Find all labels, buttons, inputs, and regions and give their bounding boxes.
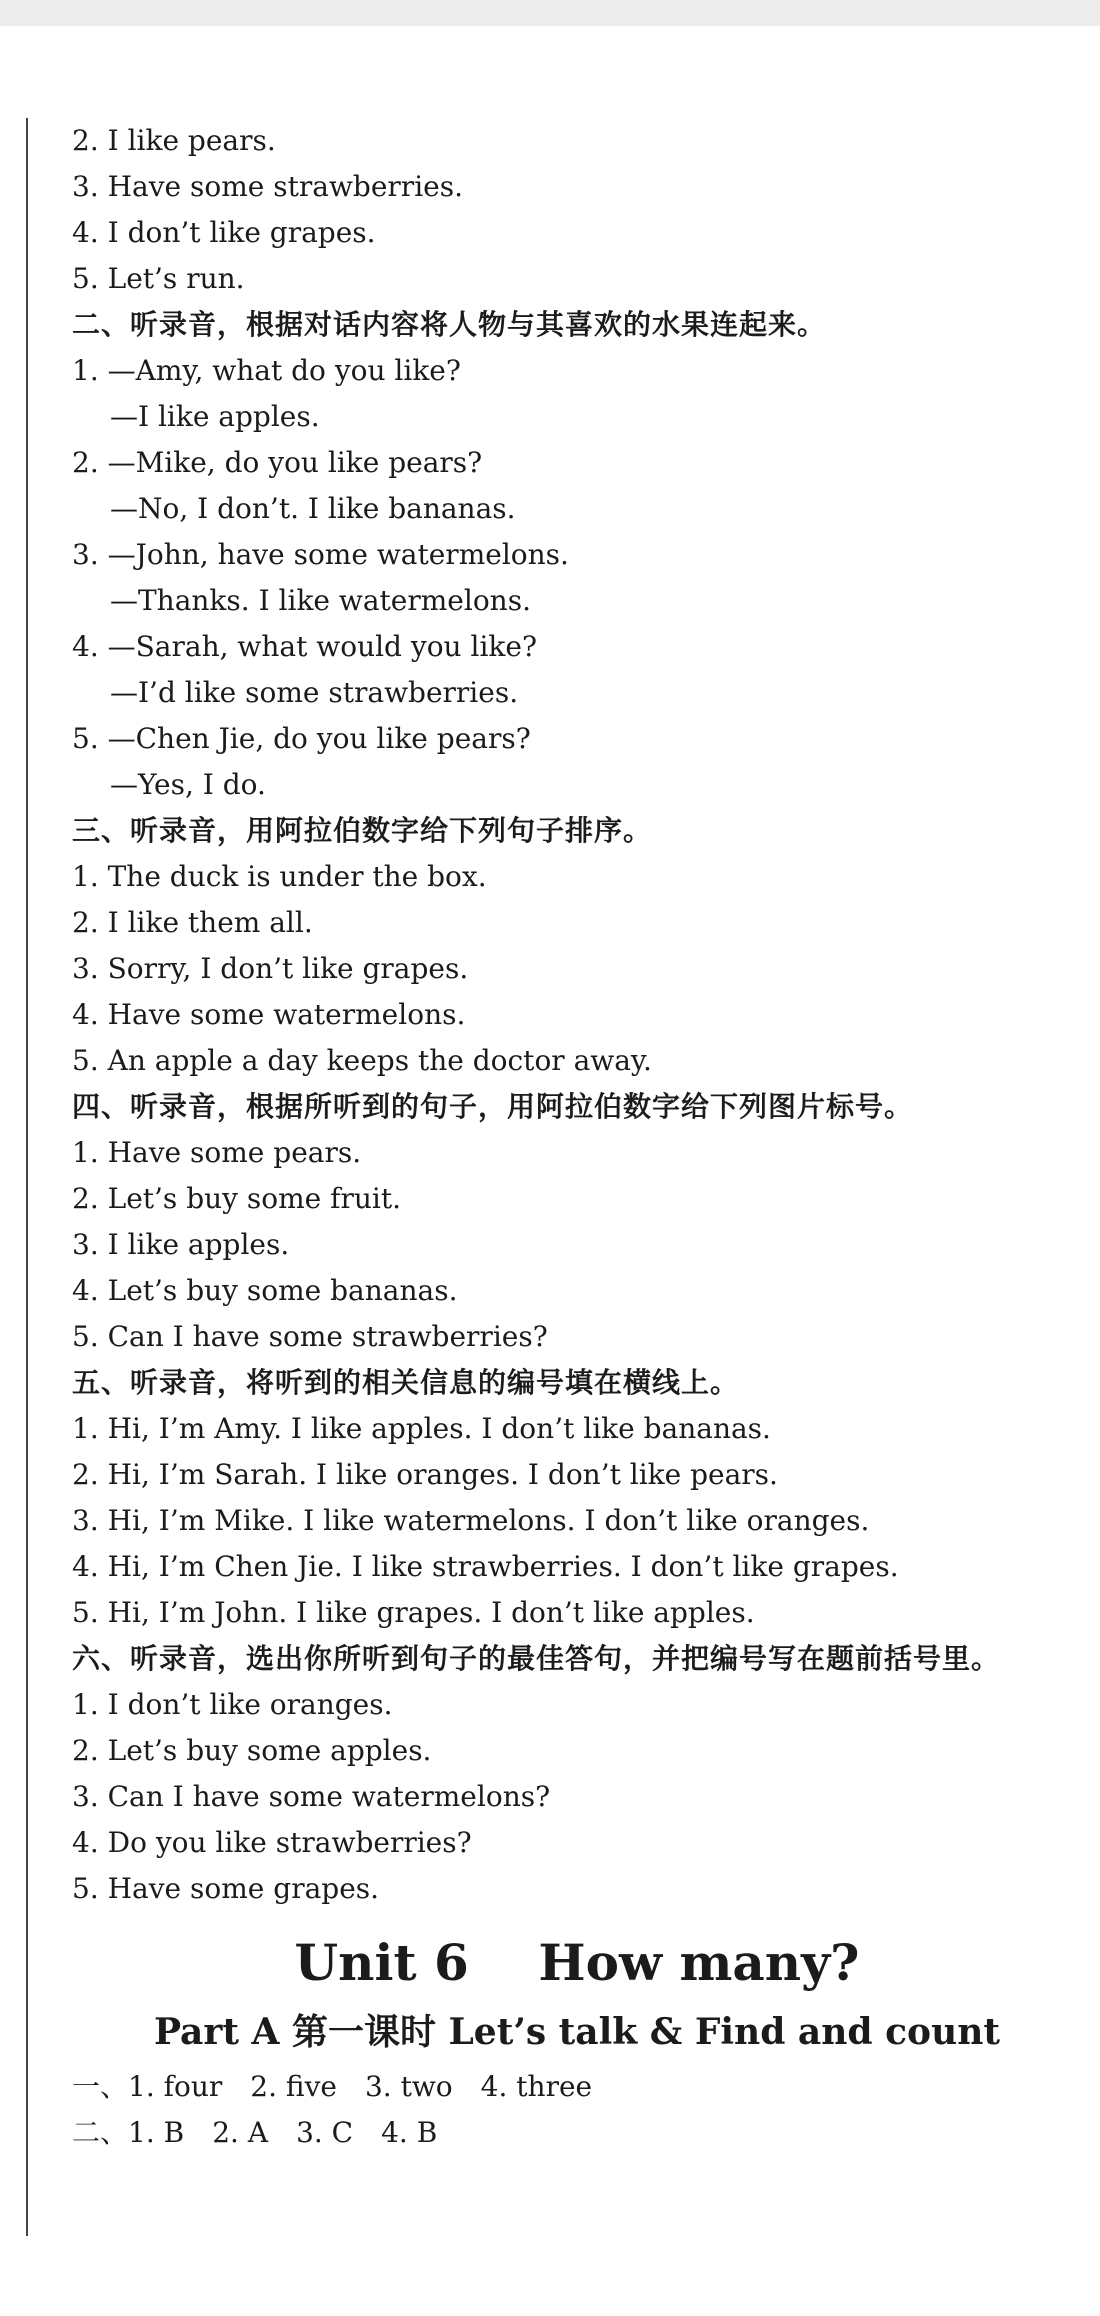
transcript-line: 2. Let’s buy some apples. <box>72 1734 432 1767</box>
section3-heading: 三、听录音，用阿拉伯数字给下列句子排序。 <box>72 814 653 847</box>
transcript-line: 3. Have some strawberries. <box>72 170 463 203</box>
section3-lines <box>72 854 1082 1084</box>
section2-heading: 二、听录音，根据对话内容将人物与其喜欢的水果连起来。 <box>72 308 827 341</box>
transcript-line: 3. Sorry, I don’t like grapes. <box>72 952 469 985</box>
transcript-line: 3. Can I have some watermelons? <box>72 1780 551 1813</box>
section6-lines <box>72 1682 1082 1912</box>
transcript-line: 2. I like pears. <box>72 124 276 157</box>
section5-lines <box>72 1406 1082 1636</box>
transcript-line: 1. I don’t like oranges. <box>72 1688 393 1721</box>
answer-item: 1. four <box>128 2070 223 2103</box>
answer-item: 3. C <box>296 2116 354 2149</box>
section6-heading: 六、听录音，选出你所听到句子的最佳答句，并把编号写在题前括号里。 <box>72 1642 1001 1675</box>
dialogue-line: 2. —Mike, do you like pears? <box>72 446 483 479</box>
answer-page <box>72 118 1082 2156</box>
transcript-line: 5. Can I have some strawberries? <box>72 1320 548 1353</box>
transcript-line: 4. Do you like strawberries? <box>72 1826 472 1859</box>
top-scan-band <box>0 0 1100 26</box>
transcript-line: 4. Let’s buy some bananas. <box>72 1274 458 1307</box>
section4-heading: 四、听录音，根据所听到的句子，用阿拉伯数字给下列图片标号。 <box>72 1090 914 1123</box>
answer-item: 2. A <box>212 2116 269 2149</box>
answer-item: 4. B <box>381 2116 438 2149</box>
dialogue-line: 3. —John, have some watermelons. <box>72 538 569 571</box>
transcript-line: 5. Hi, I’m John. I like grapes. I don’t like apples. <box>72 1596 755 1629</box>
answer-item: 2. five <box>250 2070 337 2103</box>
transcript-line: 5. Have some grapes. <box>72 1872 380 1905</box>
dialogue-line: —No, I don’t. I like bananas. <box>110 492 516 525</box>
section4-lines <box>72 1130 1082 1360</box>
transcript-line: 2. Hi, I’m Sarah. I like oranges. I don’t like pears. <box>72 1458 778 1491</box>
transcript-line: 2. I like them all. <box>72 906 313 939</box>
answer-item: 3. two <box>364 2070 453 2103</box>
transcript-line: 1. Hi, I’m Amy. I like apples. I don’t like bananas. <box>72 1412 771 1445</box>
answer-row-2 <box>72 2110 1082 2156</box>
answer-row-1 <box>72 2064 1082 2110</box>
transcript-line: 4. I don’t like grapes. <box>72 216 376 249</box>
dialogue-line: 4. —Sarah, what would you like? <box>72 630 537 663</box>
answer-item: 1. B <box>128 2116 185 2149</box>
section1-tail <box>72 118 1082 302</box>
dialogue-line: —Yes, I do. <box>110 768 266 801</box>
answer-label: 一、 <box>72 2070 129 2103</box>
answer-item: 4. three <box>480 2070 593 2103</box>
dialogue-line: 5. —Chen Jie, do you like pears? <box>72 722 531 755</box>
transcript-line: 1. The duck is under the box. <box>72 860 487 893</box>
transcript-line: 2. Let’s buy some fruit. <box>72 1182 402 1215</box>
transcript-line: 1. Have some pears. <box>72 1136 362 1169</box>
part-title: Part A 第一课时 Let’s talk & Find and count <box>153 2011 1001 2053</box>
transcript-line: 5. Let’s run. <box>72 262 245 295</box>
answer-label: 二、 <box>72 2116 129 2149</box>
margin-rule <box>26 118 28 2236</box>
dialogue-line: —Thanks. I like watermelons. <box>110 584 531 617</box>
section2-lines <box>72 348 1082 808</box>
transcript-line: 3. I like apples. <box>72 1228 290 1261</box>
dialogue-line: —I like apples. <box>110 400 320 433</box>
transcript-line: 3. Hi, I’m Mike. I like watermelons. I don’t like oranges. <box>72 1504 870 1537</box>
section5-heading: 五、听录音，将听到的相关信息的编号填在横线上。 <box>72 1366 740 1399</box>
transcript-line: 4. Have some watermelons. <box>72 998 466 1031</box>
transcript-line: 5. An apple a day keeps the doctor away. <box>72 1044 652 1077</box>
dialogue-line: 1. —Amy, what do you like? <box>72 354 461 387</box>
dialogue-line: —I’d like some strawberries. <box>110 676 519 709</box>
transcript-line: 4. Hi, I’m Chen Jie. I like strawberries. I don’t like grapes. <box>72 1550 899 1583</box>
unit-title: Unit 6 How many? <box>294 1933 860 1992</box>
